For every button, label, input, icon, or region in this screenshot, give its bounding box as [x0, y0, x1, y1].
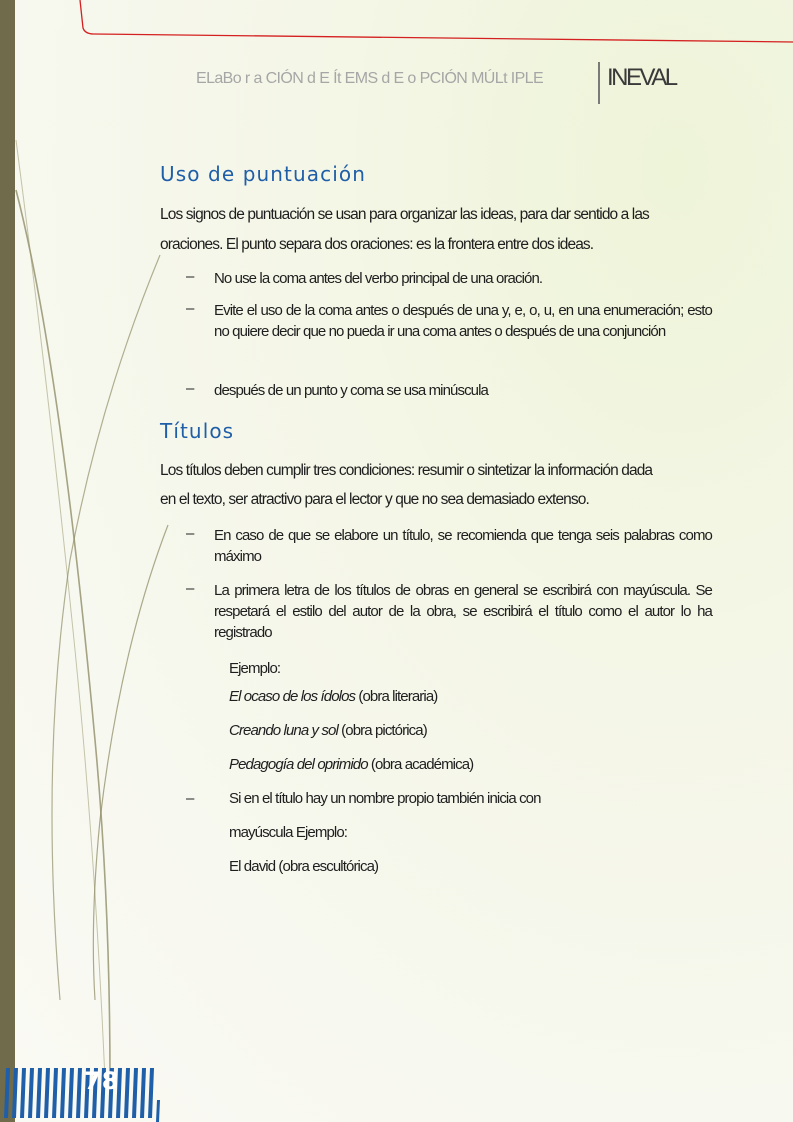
example-note: (obra académica) [367, 756, 474, 773]
puntuacion-bullet-2: Evite el uso de la coma antes o después de una y, e, o, u, en una enumeración; esto no quiere decir que no pueda ir una coma antes o después de una conjunción [214, 302, 712, 340]
example-item [229, 688, 437, 705]
titulos-bullet-2: La primera letra de los títulos de obras en general se escribirá con mayúscula. Se respetará el estilo del autor de la obra, se escribirá el título como el autor lo ha registrado [214, 582, 712, 641]
titulos-intro-line-2: en el texto, ser atractivo para el lector y que no sea demasiado extenso. [160, 491, 589, 508]
example-title: El ocaso de los ídolos [229, 688, 356, 705]
section-title-titulos: Títulos [160, 419, 235, 443]
example-title: Creando luna y sol [229, 722, 338, 739]
section-title-puntuacion: Uso de puntuación [160, 162, 366, 186]
bullet-dash: – [186, 300, 195, 317]
last-example: El david (obra escultórica) [229, 858, 379, 875]
bullet-dash: – [186, 790, 195, 807]
titulos-bullet-1: En caso de que se elabore un título, se recomienda que tenga seis palabras como máximo [214, 527, 712, 565]
example-note: (obra pictórica) [337, 722, 427, 739]
bullet-dash: – [186, 380, 195, 397]
header-divider [598, 62, 600, 104]
blue-stripes [4, 1068, 160, 1122]
bullet-dash: – [186, 525, 195, 542]
ineval-logo: INEVAL [607, 64, 676, 91]
example-item [229, 756, 473, 773]
titulos-bullet-3-line-2: mayúscula Ejemplo: [229, 824, 348, 841]
titulos-bullet-3-line-1: Si en el título hay un nombre propio también inicia con [229, 790, 541, 807]
puntuacion-bullet-1: No use la coma antes del verbo principal de una oración. [214, 270, 543, 287]
example-title: Pedagogía del oprimido [229, 756, 368, 773]
example-note: (obra literaria) [355, 688, 438, 705]
header-title: ELaBo r a CIÓN d E Ít EMS d E o PCIÓN MÚLt IPLE [196, 70, 544, 87]
bullet-dash: – [186, 580, 195, 597]
example-label: Ejemplo: [229, 660, 281, 677]
bullet-dash: – [186, 268, 195, 285]
example-item [229, 722, 427, 739]
puntuacion-intro-line-2: oraciones. El punto separa dos oraciones: es la frontera entre dos ideas. [160, 236, 594, 253]
page-number: 78 [84, 1067, 120, 1095]
titulos-intro-line-1: Los títulos deben cumplir tres condiciones: resumir o sintetizar la información dada [160, 462, 653, 479]
puntuacion-intro-line-1: Los signos de puntuación se usan para organizar las ideas, para dar sentido a las [160, 206, 649, 223]
puntuacion-bullet-3: después de un punto y coma se usa minúscula [214, 382, 488, 399]
